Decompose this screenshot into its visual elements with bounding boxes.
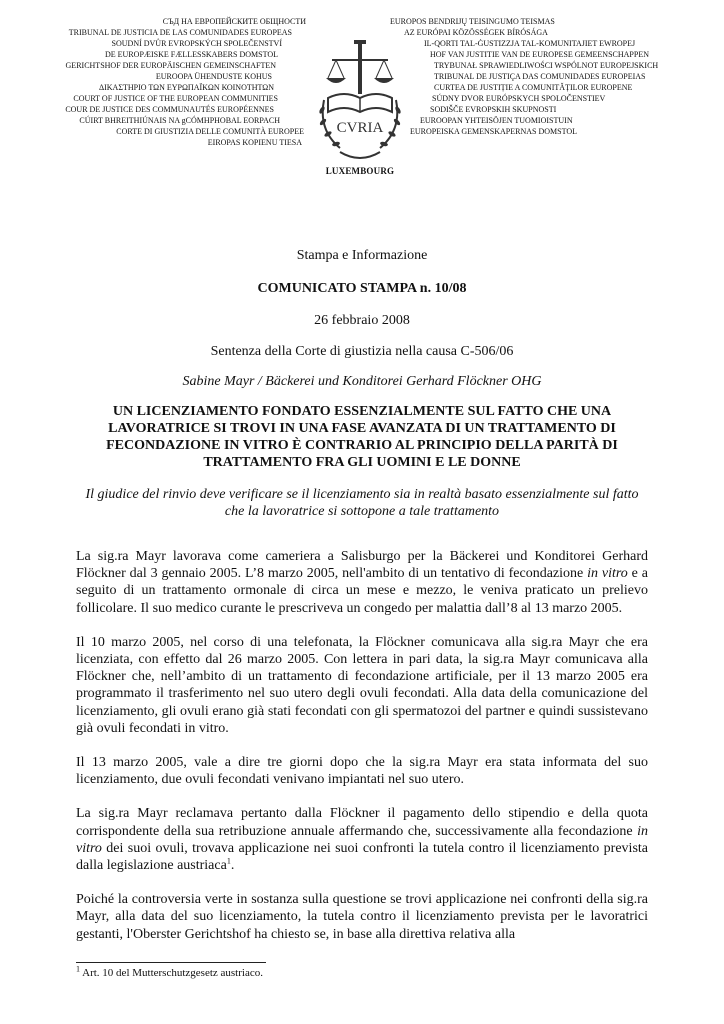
footnote-number: 1 <box>76 964 80 974</box>
footnote-text: Art. 10 del Mutterschutzgesetz austriaco. <box>80 967 263 979</box>
court-name: EIROPAS KOPIENU TIESA <box>207 138 302 147</box>
text-run: La sig.ra Mayr reclamava pertanto dalla Flöckner il pagamento dello stipendio e della quota corrispondente della sua retribuzione annuale affermando che, successivamente alla fecondazione <box>76 806 648 839</box>
text-run: . <box>230 858 235 874</box>
paragraph: Il 10 marzo 2005, nel corso di una telefonata, la Flöckner comunicava alla sig.ra Mayr che era licenziata, con effetto dal 26 marzo 2005. Con lettera in pari data, la sig.ra Mayr comunicava alla Flöckner che, nell’ambito di un trattamento di fecondazione artificiale, per il 13 marzo 2005 era programmato il trasferimento nel suo utero degli ovuli fecondati. Alla data della comunicazione del licenziamento, gli ovuli erano già stati fecondati con gli spermatozoi del partner e quindi sussistevano già ovuli fecondati in vitro. <box>76 634 648 736</box>
text-run-italic: in vitro <box>76 823 648 856</box>
court-name: DE EUROPÆISKE FÆLLESSKABERS DOMSTOL <box>105 50 278 59</box>
court-name: AZ EURÓPAI KÖZÖSSÉGEK BÍRÓSÁGA <box>404 28 548 37</box>
paragraph <box>76 805 648 874</box>
letterhead-right <box>380 16 680 137</box>
footnote-reference[interactable]: 1 <box>226 856 231 866</box>
court-name: СЪД НА ЕВРОПЕЙСКИТЕ ОБЩНОСТИ <box>162 17 306 26</box>
paragraph: Il 13 marzo 2005, vale a dire tre giorni dopo che la sig.ra Mayr era stata informata del suo licenziamento, due ovuli fecondati venivano impiantati nel suo utero. <box>76 755 648 788</box>
court-name: SOUDNÍ DVŮR EVROPSKÝCH SPOLEČENSTVÍ <box>111 39 282 48</box>
court-name: COUR DE JUSTICE DES COMMUNAUTÉS EUROPÉENNES <box>65 105 274 114</box>
city-label: LUXEMBOURG <box>325 166 395 176</box>
body-text <box>76 548 648 943</box>
headline: UN LICENZIAMENTO FONDATO ESSENZIALMENTE SUL FATTO CHE UNA LAVORATRICE SI TROVI IN UNA FASE AVANZATA DI UN TRATTAMENTO DI FECONDAZIONE IN VITRO È CONTRARIO AL PRINCIPIO DELLA PARITÀ DI TRATTAMENTO FRA GLI UOMINI E LE DONNE <box>106 404 618 470</box>
court-name: SODIŠČE EVROPSKIH SKUPNOSTI <box>430 105 557 114</box>
case-parties: Sabine Mayr / Bäckerei und Konditorei Gerhard Flöckner OHG <box>182 374 542 389</box>
text-run: e a seguito di un trattamento ormonale di circa un mese e mezzo, le veniva praticato un prelievo follicolare. Il suo medico curante le prescriveva un congedo per malattia dall’8 al 13 marzo 2005. <box>76 566 648 616</box>
court-name: CORTE DI GIUSTIZIA DELLE COMUNITÀ EUROPEE <box>116 127 304 136</box>
court-name: COURT OF JUSTICE OF THE EUROPEAN COMMUNITIES <box>73 94 278 103</box>
court-name: EUROOPAN YHTEISÖJEN TUOMIOISTUIN <box>420 116 573 125</box>
court-name: CURTEA DE JUSTIȚIE A COMUNITĂȚILOR EUROPENE <box>434 83 633 92</box>
court-name: ΔΙΚΑΣΤΗΡΙΟ ΤΩΝ ΕΥΡΩΠΑΪΚΩΝ ΚΟΙΝΟΤΗΤΩΝ <box>98 83 274 92</box>
court-name: TRIBUNAL DE JUSTICIA DE LAS COMUNIDADES EUROPEAS <box>68 28 292 37</box>
text-run: dei suoi ovuli, trovava applicazione nei suoi confronti la tutela contro il licenziamento prevista dalla legislazione austriaca <box>76 840 648 874</box>
court-name: IL-QORTI TAL-ĠUSTIZZJA TAL-KOMUNITAJIET EWROPEJ <box>424 39 636 48</box>
court-name: TRYBUNAŁ SPRAWIEDLIWOŚCI WSPÓLNOT EUROPEJSKICH <box>434 61 659 70</box>
letterhead-left <box>0 16 330 148</box>
court-name: TRIBUNAL DE JUSTIÇA DAS COMUNIDADES EUROPEIAS <box>434 72 646 81</box>
release-date: 26 febbraio 2008 <box>314 313 410 328</box>
court-name: SÚDNY DVOR EURÓPSKYCH SPOLOČENSTIEV <box>432 94 606 103</box>
release-title: COMUNICATO STAMPA n. 10/08 <box>257 281 467 296</box>
court-name: EUROOPA ÜHENDUSTE KOHUS <box>155 72 272 81</box>
footnote <box>76 964 263 979</box>
footnote-divider <box>76 962 266 963</box>
paragraph: Poiché la controversia verte in sostanza sulla questione se trovi applicazione nei confronti della sig.ra Mayr, alla data del suo licenziamento, la tutela contro il licenziamento prevista per le lavoratrici gestanti, l'Oberster Gerichtshof ha chiesto se, in base alla direttiva relativa alla <box>76 892 648 942</box>
paragraph <box>76 548 648 617</box>
office-label: Stampa e Informazione <box>296 248 428 263</box>
text-run: La sig.ra Mayr lavorava come cameriera a Salisburgo per la Bäckerei und Konditorei Gerhard Flöckner dal 3 gennaio 2005. L’8 marzo 2005, nell'ambito di un tentativo di fecondazione <box>76 549 648 582</box>
court-name: CÚIRT BHREITHIÚNAIS NA gCÓMHPHOBAL EORPACH <box>79 116 280 125</box>
court-name: EUROPEISKA GEMENSKAPERNAS DOMSTOL <box>410 127 577 136</box>
court-name: EUROPOS BENDRIJŲ TEISINGUMO TEISMAS <box>390 17 555 26</box>
court-name: GERICHTSHOF DER EUROPÄISCHEN GEMEINSCHAFTEN <box>65 61 276 70</box>
court-name: HOF VAN JUSTITIE VAN DE EUROPESE GEMEENSCHAPPEN <box>430 50 649 59</box>
subheadline: Il giudice del rinvio deve verificare se il licenziamento sia in realtà basato essenzialmente sul fatto che la lavoratrice si sottopone a tale trattamento <box>85 487 639 519</box>
emblem-text: CVRIA <box>336 120 384 136</box>
text-run-italic: in vitro <box>587 566 628 582</box>
judgment-reference: Sentenza della Corte di giustizia nella causa C-506/06 <box>210 344 514 359</box>
